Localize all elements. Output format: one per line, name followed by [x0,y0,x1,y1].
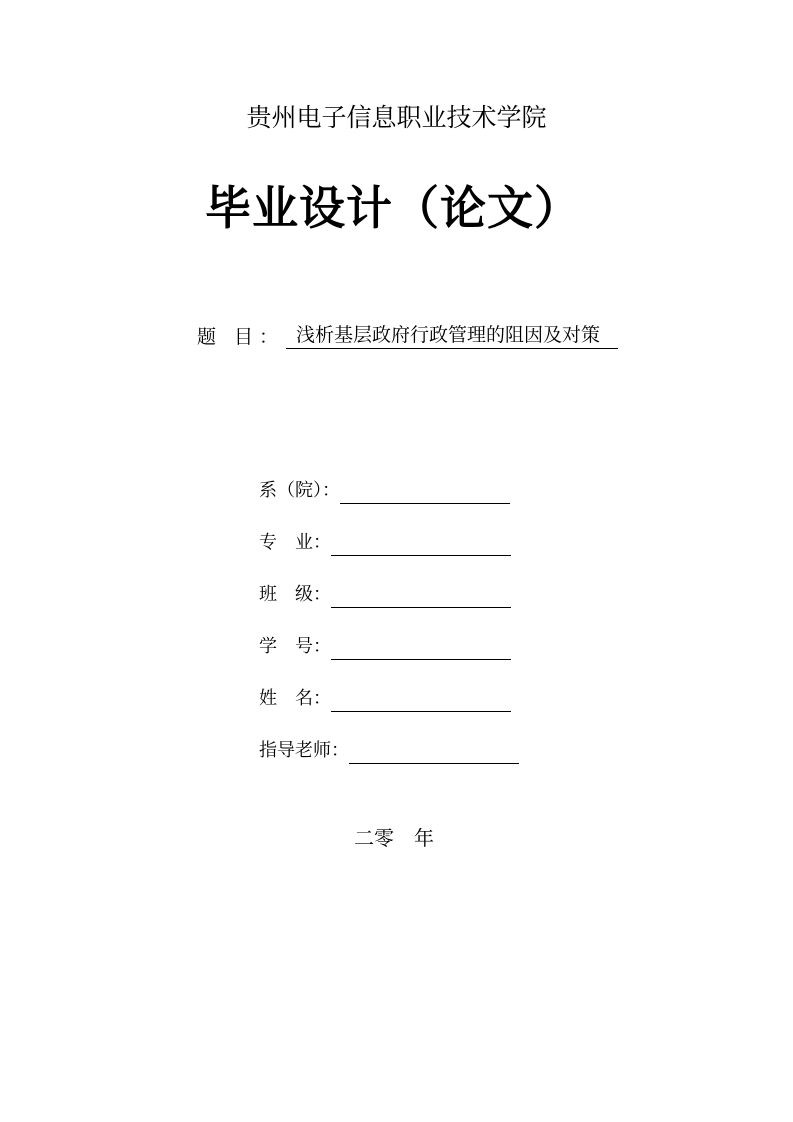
field-label: 系（院）： [259,480,340,501]
field-label: 姓 名： [259,688,331,709]
topic-label: 题 目： [197,326,285,348]
document-title: 毕业设计（论文） [205,181,581,235]
field-value-line [331,639,511,660]
field-value-line [349,743,519,764]
field-label: 指导老师： [259,740,349,761]
field-value-line [331,535,511,556]
field-value-line [331,691,511,712]
field-major [259,530,511,556]
topic-value: 浅析基层政府行政管理的阻因及对策 [286,323,618,349]
field-department [259,478,510,504]
year-line: 二零 年 [354,826,434,850]
topic-row [197,322,618,349]
field-student-id [259,634,511,660]
field-label: 专 业： [259,532,331,553]
field-name [259,686,511,712]
field-value-line [331,587,511,608]
institution-name: 贵州电子信息职业技术学院 [246,103,547,132]
field-label: 班 级： [259,584,331,605]
field-label: 学 号： [259,636,331,657]
field-class [259,582,511,608]
field-advisor [259,738,519,764]
field-value-line [340,483,510,504]
